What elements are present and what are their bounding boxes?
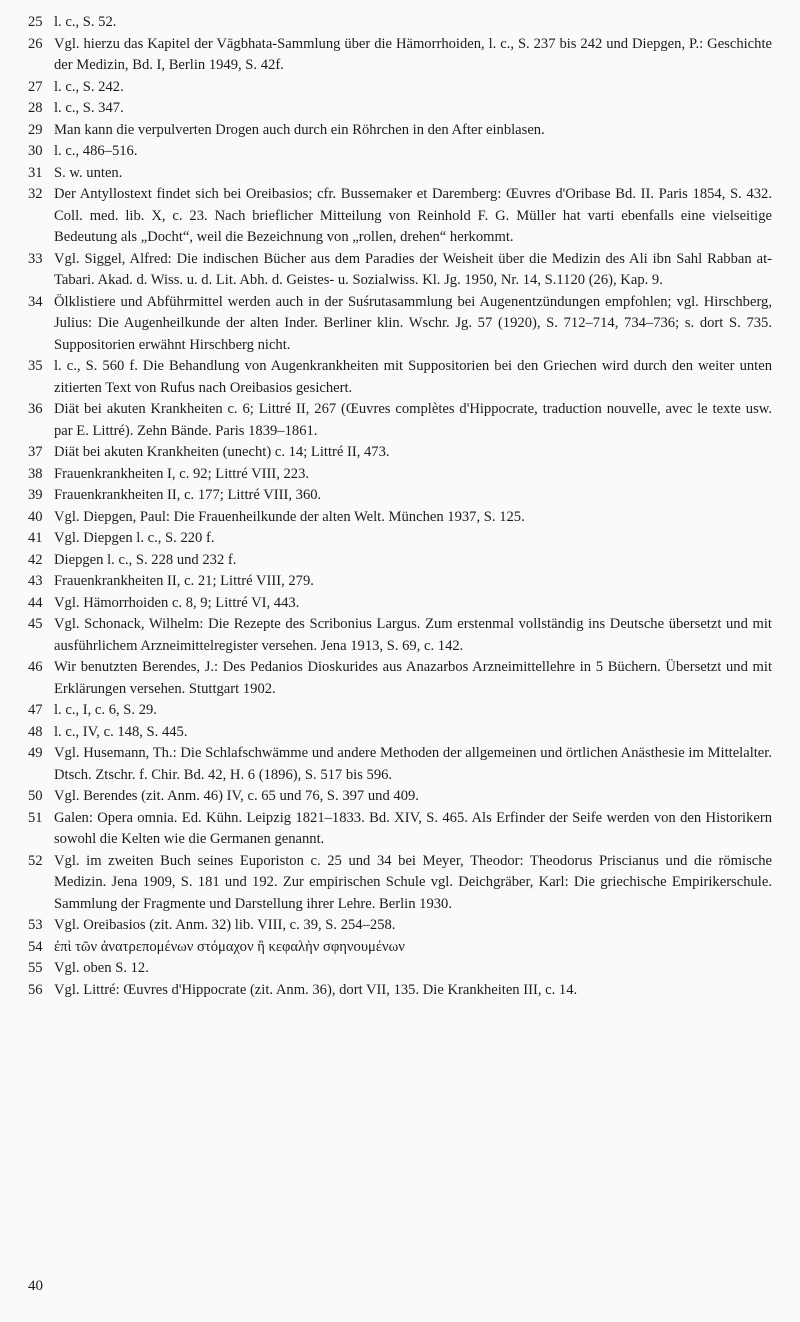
footnote-text: Diät bei akuten Krankheiten c. 6; Littré II, 267 (Œuvres complètes d'Hippocrate, traduction nouvelle, avec le texte usw. par E. Littré). Zehn Bände. Paris 1839–1861.	[54, 401, 772, 439]
footnote	[28, 958, 772, 980]
footnote-number: 35	[28, 358, 43, 374]
footnote	[28, 12, 772, 34]
footnote-number: 25	[28, 14, 43, 30]
footnote-text: Vgl. Siggel, Alfred: Die indischen Bücher aus dem Paradies der Weisheit über die Medizin des Ali ibn Sahl Rabban at-Tabari. Akad. d. Wiss. u. d. Lit. Abh. d. Geistes- u. Sozialwiss. Kl. Jg. 1950, Nr. 14, S.1120 (26), Kap. 9.	[54, 250, 772, 288]
footnote	[28, 34, 772, 77]
footnote-number: 40	[28, 508, 43, 525]
footnote-text: Vgl. hierzu das Kapitel der Vāgbhata-Sammlung über die Hämorrhoiden, l. c., S. 237 bis 242 und Diepgen, P.: Geschichte der Medizin, Bd. I, Berlin 1949, S. 42f.	[54, 35, 772, 73]
footnote-number: 42	[28, 551, 43, 568]
footnote	[28, 163, 772, 185]
footnote-text: Frauenkrankheiten II, c. 21; Littré VIII, 279.	[54, 573, 314, 589]
footnote-number: 43	[28, 573, 43, 589]
footnote-number: 50	[28, 788, 43, 804]
footnote	[28, 808, 772, 851]
footnote	[28, 657, 772, 700]
footnote-number: 37	[28, 444, 43, 460]
footnote-number: 46	[28, 659, 43, 675]
footnote	[28, 593, 772, 615]
footnote-number: 34	[28, 293, 43, 310]
footnote	[28, 851, 772, 916]
footnote	[28, 399, 772, 442]
footnote-number: 54	[28, 938, 43, 955]
footnote	[28, 743, 772, 786]
footnote-text: l. c., I, c. 6, S. 29.	[54, 702, 157, 718]
footnote-text: Vgl. Oreibasios (zit. Anm. 32) lib. VIII, c. 39, S. 254–258.	[54, 917, 396, 933]
footnote	[28, 980, 772, 1002]
footnote-text: Vgl. oben S. 12.	[54, 960, 149, 976]
footnote-number: 53	[28, 917, 43, 933]
footnote-number: 48	[28, 723, 43, 740]
footnote-number: 47	[28, 702, 43, 718]
footnote-text: Frauenkrankheiten II, c. 177; Littré VIII, 360.	[54, 487, 322, 503]
footnote-number: 52	[28, 852, 43, 869]
footnote	[28, 528, 772, 550]
footnote-text: Diät bei akuten Krankheiten (unecht) c. 14; Littré II, 473.	[54, 444, 390, 460]
footnote-text: Vgl. Diepgen l. c., S. 220 f.	[54, 530, 215, 546]
footnote-number: 38	[28, 465, 43, 482]
footnote-number: 49	[28, 745, 43, 761]
footnote-text: l. c., S. 347.	[54, 100, 124, 116]
footnote	[28, 786, 772, 808]
footnote-number: 36	[28, 401, 43, 417]
footnote	[28, 700, 772, 722]
footnote	[28, 292, 772, 357]
footnote-text: Vgl. Berendes (zit. Anm. 46) IV, c. 65 und 76, S. 397 und 409.	[54, 788, 419, 804]
footnote-text: Vgl. Hämorrhoiden c. 8, 9; Littré VI, 443.	[54, 594, 300, 611]
footnote	[28, 249, 772, 292]
footnote-number: 33	[28, 250, 43, 267]
footnote-text: Wir benutzten Berendes, J.: Des Pedanios Dioskurides aus Anazarbos Arzneimittellehre in 5 Büchern. Übersetzt und mit Erklärungen versehen. Stuttgart 1902.	[54, 659, 772, 697]
footnote-text: Vgl. Littré: Œuvres d'Hippocrate (zit. Anm. 36), dort VII, 135. Die Krankheiten III, c. 14.	[54, 981, 578, 998]
footnote-text: S. w. unten.	[54, 164, 123, 181]
footnote-number: 28	[28, 100, 43, 116]
footnote-text: ἐπὶ τῶν ἀνατρεπομένων στόμαχον ἢ κεφαλὴν σφηνουμένων	[54, 938, 405, 955]
page-number: 40	[28, 1278, 43, 1294]
footnote-number: 51	[28, 809, 43, 826]
footnote	[28, 485, 772, 507]
footnote-text: Diepgen l. c., S. 228 und 232 f.	[54, 551, 237, 568]
footnote-text: Vgl. Husemann, Th.: Die Schlafschwämme und andere Methoden der allgemeinen und örtlichen Anästhesie im Mittelalter. Dtsch. Ztschr. f. Chir. Bd. 42, H. 6 (1896), S. 517 bis 596.	[54, 745, 772, 783]
footnote-number: 56	[28, 981, 43, 998]
footnote-number: 44	[28, 594, 43, 611]
footnote-number: 27	[28, 78, 43, 95]
footnote-text: Ölklistiere und Abführmittel werden auch in der Suśrutasammlung bei Augenentzündungen empfohlen; vgl. Hirschberg, Julius: Die Augenheilkunde der alten Inder. Berliner klin. Wschr. Jg. 57 (1920), S. 712–714, 734–736; s. dort S. 735. Suppositorien erwähnt Hirschberg nicht.	[54, 293, 772, 353]
footnote	[28, 120, 772, 142]
footnote-text: l. c., S. 242.	[54, 78, 124, 95]
footnote-text: Galen: Opera omnia. Ed. Kühn. Leipzig 1821–1833. Bd. XIV, S. 465. Als Erfinder der Seife werden von den Historikern sowohl die Kelten wie die Germanen genannt.	[54, 809, 772, 847]
footnote	[28, 571, 772, 593]
footnote-number: 39	[28, 487, 43, 503]
footnote	[28, 77, 772, 99]
footnote	[28, 937, 772, 959]
footnote	[28, 915, 772, 937]
footnote	[28, 722, 772, 744]
footnote-text: Vgl. Diepgen, Paul: Die Frauenheilkunde der alten Welt. München 1937, S. 125.	[54, 508, 525, 525]
footnote-text: Vgl. im zweiten Buch seines Euporiston c. 25 und 34 bei Meyer, Theodor: Theodorus Priscianus und die römische Medizin. Jena 1909, S. 181 und 192. Zur empirischen Schule vgl. Deichgräber, Karl: Die griechische Empirikerschule. Sammlung der Fragmente und Darstellung ihrer Lehre. Berlin 1930.	[54, 852, 772, 912]
footnote-number: 26	[28, 35, 43, 52]
footnote	[28, 184, 772, 249]
footnote-text: Vgl. Schonack, Wilhelm: Die Rezepte des Scribonius Largus. Zum erstenmal vollständig ins Deutsche übersetzt und mit ausführlichem Arzneimittelregister versehen. Jena 1913, S. 69, c. 142.	[54, 616, 772, 654]
footnote	[28, 507, 772, 529]
footnote-text: Der Antyllostext findet sich bei Oreibasios; cfr. Bussemaker et Daremberg: Œuvres d'Oribase Bd. II. Paris 1854, S. 432. Coll. med. lib. X, c. 23. Nach brieflicher Mitteilung von Reinhold F. G. Müller hat varti ebenfalls eine vielseitige Bedeutung als „Docht“, weil die Bezeichnung von „rollen, drehen“ herkommt.	[54, 186, 772, 245]
footnote	[28, 614, 772, 657]
footnote	[28, 356, 772, 399]
footnote-text: l. c., S. 560 f. Die Behandlung von Augenkrankheiten mit Suppositorien bei den Griechen wird durch den weiter unten zitierten Text von Rufus nach Oreibasios gesichert.	[54, 358, 772, 396]
footnote-number: 30	[28, 143, 43, 159]
footnote	[28, 464, 772, 486]
footnote-number: 41	[28, 530, 43, 546]
footnote-text: Man kann die verpulverten Drogen auch durch ein Röhrchen in den After einblasen.	[54, 121, 545, 138]
footnote-text: l. c., S. 52.	[54, 14, 117, 30]
footnote	[28, 141, 772, 163]
footnotes-list	[28, 12, 772, 1001]
footnote-text: l. c., IV, c. 148, S. 445.	[54, 723, 188, 740]
footnote-number: 55	[28, 960, 43, 976]
footnote-number: 29	[28, 121, 43, 138]
footnote-number: 31	[28, 164, 43, 181]
footnote	[28, 442, 772, 464]
footnote-text: l. c., 486–516.	[54, 143, 138, 159]
footnote	[28, 98, 772, 120]
footnote	[28, 550, 772, 572]
footnote-number: 32	[28, 186, 43, 202]
footnote-text: Frauenkrankheiten I, c. 92; Littré VIII, 223.	[54, 465, 310, 482]
footnote-number: 45	[28, 616, 43, 632]
